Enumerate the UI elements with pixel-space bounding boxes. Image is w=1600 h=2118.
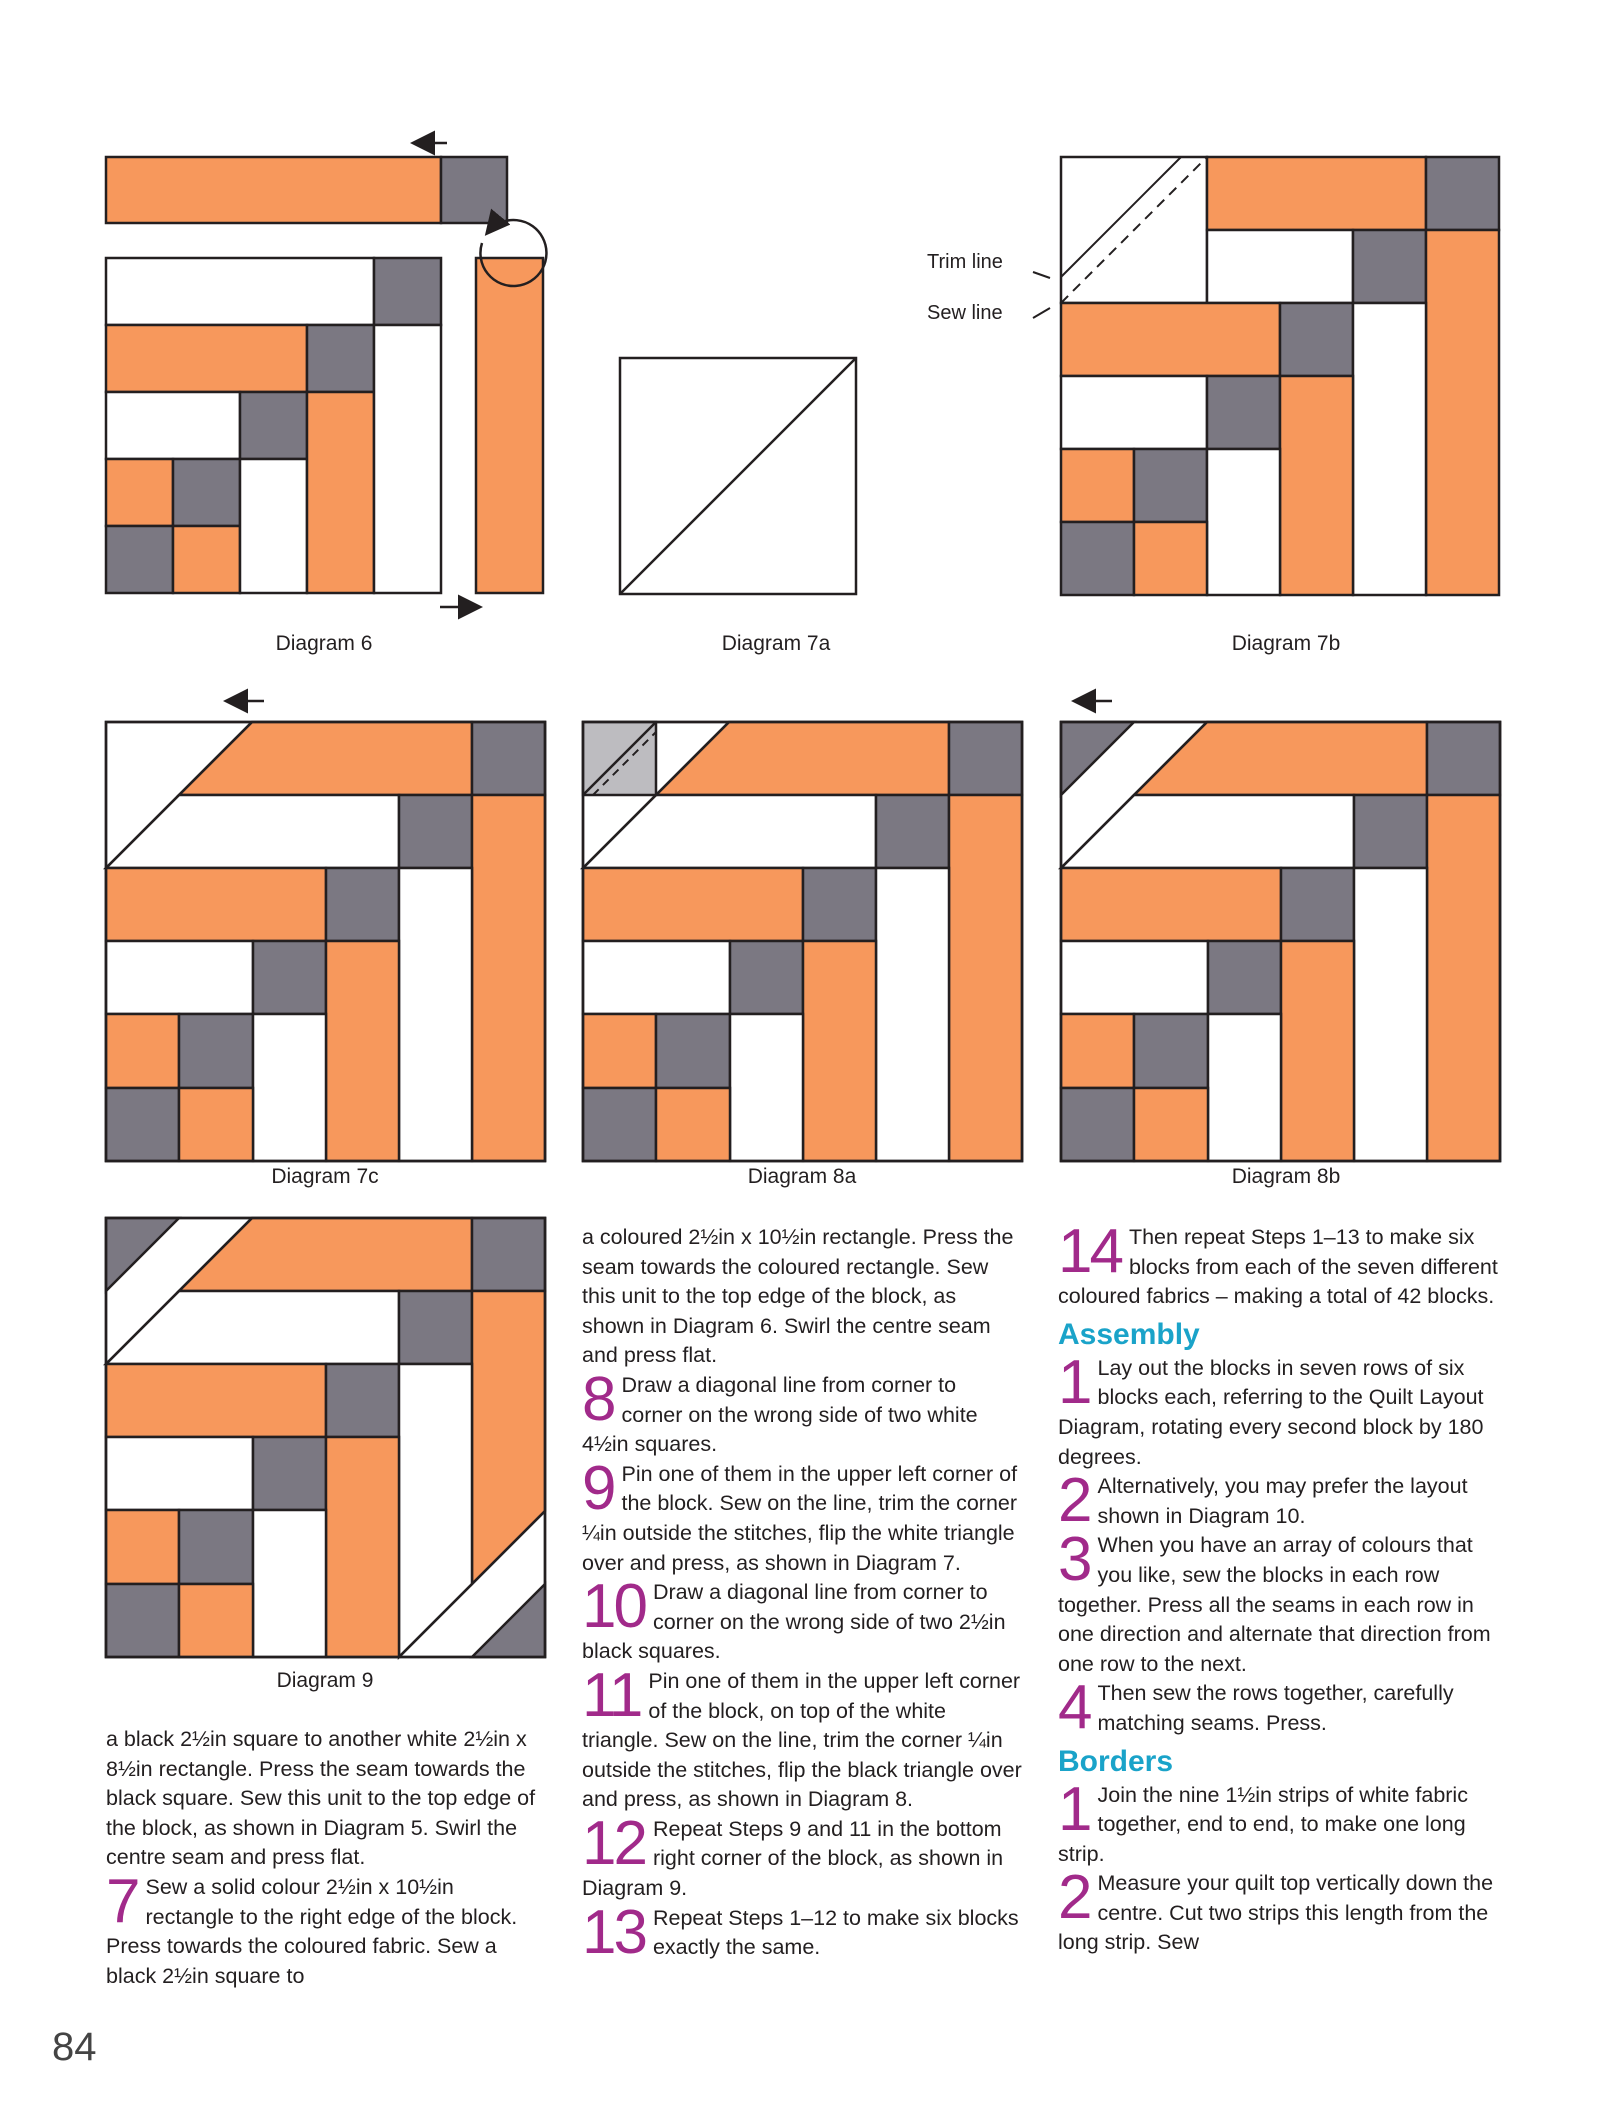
step-10 — [582, 1572, 1022, 1667]
step-7 — [106, 1866, 546, 1991]
assembly-step-2 — [1058, 1466, 1504, 1536]
diagram-8b — [1061, 701, 1500, 1161]
step-8 — [582, 1364, 1022, 1460]
step-text: When you have an array of colours that you like, sew the blocks in each row together. Press all the seams in each row in one direction and alternate that direction from one row to the next. — [1058, 1533, 1491, 1676]
step-number: 2 — [1058, 1863, 1090, 1933]
diagram-9 — [106, 1218, 545, 1657]
step-number: 14 — [1058, 1217, 1121, 1286]
step-text: Sew a solid colour 2½in x 10½in rectangle to the right edge of the block. Press towards the coloured fabric. Sew a black 2½in square to — [106, 1874, 518, 1988]
step-12 — [582, 1808, 1022, 1904]
step-number: 10 — [582, 1572, 645, 1642]
step-number: 12 — [582, 1808, 645, 1878]
borders-step-1 — [1058, 1774, 1504, 1870]
assembly-heading: Assembly — [1058, 1317, 1200, 1351]
assembly-step-1 — [1058, 1347, 1504, 1472]
sew-line-label: Sew line — [927, 302, 1003, 324]
step-text: Draw a diagonal line from corner to corner on the wrong side of two white 4½in squares. — [582, 1372, 978, 1457]
step-text: Then repeat Steps 1–13 to make six blocks from each of the seven different coloured fabrics – making a total of 42 blocks. — [1058, 1225, 1498, 1309]
text-column-1 — [106, 1725, 546, 1991]
trim-line-label: Trim line — [927, 251, 1003, 273]
step-text: Pin one of them in the upper left corner of the block. Sew on the line, trim the corner ¼in outside the stitches, flip the white triangle over and press, as shown in Diagram 7. — [582, 1461, 1018, 1575]
diagram-8a — [583, 722, 1022, 1161]
diagram-7b-caption: Diagram 7b — [1231, 632, 1341, 655]
step-14 — [1058, 1217, 1504, 1312]
step-text: Join the nine 1½in strips of white fabric together, end to end, to make one long strip. — [1058, 1782, 1468, 1866]
step-number: 9 — [582, 1453, 614, 1523]
diagram-9-caption: Diagram 9 — [276, 1669, 374, 1692]
borders-step-2 — [1058, 1863, 1504, 1958]
paragraph: a black 2½in square to another white 2½in x 8½in rectangle. Press the seam towards the black square. Sew this unit to the top edge of the block, as shown in Diagram 5. Swirl the centre seam and press flat. — [106, 1727, 536, 1870]
step-number: 4 — [1058, 1673, 1090, 1743]
step-9 — [582, 1453, 1022, 1578]
diagram-8a-caption: Diagram 8a — [747, 1165, 857, 1188]
step-number: 3 — [1058, 1525, 1090, 1595]
diagram-7a-caption: Diagram 7a — [721, 632, 831, 655]
borders-heading: Borders — [1058, 1744, 1174, 1778]
text-column-2 — [582, 1223, 1022, 1967]
step-number: 1 — [1058, 1347, 1090, 1417]
step-text: Then sew the rows together, carefully matching seams. Press. — [1097, 1681, 1454, 1735]
assembly-step-3 — [1058, 1525, 1504, 1679]
step-text: Repeat Steps 1–12 to make six blocks exactly the same. — [652, 1905, 1019, 1960]
step-text: Draw a diagonal line from corner to corner on the wrong side of two 2½in black squares. — [582, 1580, 1006, 1664]
step-13 — [582, 1897, 1022, 1967]
diagram-7b — [1033, 157, 1499, 595]
diagram-7c — [106, 701, 545, 1161]
diagram-7c-caption: Diagram 7c — [271, 1165, 379, 1188]
diagram-6-caption: Diagram 6 — [275, 632, 373, 655]
step-text: Alternatively, you may prefer the layout shown in Diagram 10. — [1097, 1474, 1468, 1528]
page-number: 84 — [52, 2025, 97, 2069]
diagram-7a — [620, 358, 856, 594]
step-11 — [582, 1660, 1022, 1815]
diagram-8b-caption: Diagram 8b — [1231, 1165, 1341, 1188]
step-text: Measure your quilt top vertically down the centre. Cut two strips this length from the long strip. Sew — [1058, 1871, 1494, 1955]
diagram-6 — [106, 143, 546, 607]
step-number: 8 — [582, 1364, 614, 1434]
step-number: 7 — [106, 1866, 138, 1936]
paragraph: a coloured 2½in x 10½in rectangle. Press the seam towards the coloured rectangle. Sew this unit to the top edge of the block, as shown in Diagram 6. Swirl the centre seam and press flat. — [582, 1225, 1014, 1368]
step-text: Repeat Steps 9 and 11 in the bottom right corner of the block, as shown in Diagram 9. — [582, 1816, 1004, 1901]
step-number: 13 — [582, 1897, 645, 1967]
step-number: 1 — [1058, 1774, 1090, 1844]
step-number: 2 — [1058, 1466, 1090, 1536]
step-number: 11 — [582, 1660, 641, 1730]
assembly-step-4 — [1058, 1673, 1504, 1743]
step-text: Lay out the blocks in seven rows of six blocks each, referring to the Quilt Layout Diagram, rotating every second block by 180 degrees. — [1058, 1355, 1484, 1469]
text-column-3 — [1058, 1217, 1504, 1958]
step-text: Pin one of them in the upper left corner of the block, on top of the white triangle. Sew on the line, trim the corner ¼in outside the stitches, flip the black triangle over and press, as shown in Diagram 8. — [582, 1668, 1022, 1812]
